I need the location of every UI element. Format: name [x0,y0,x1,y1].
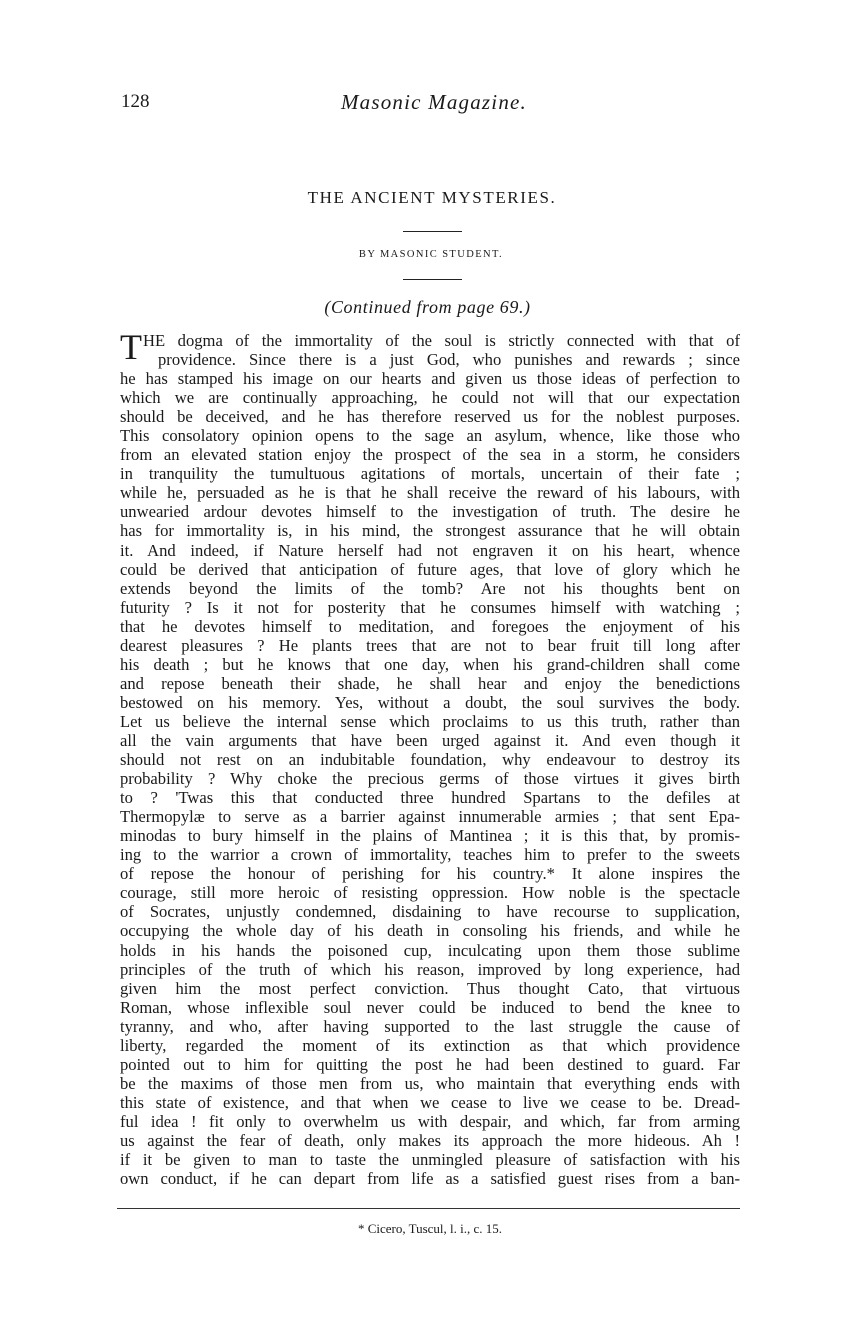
body-line: courage, still more heroic of resisting oppression. How noble is the spectacle [120,883,740,903]
body-line: pointed out to him for quitting the post he had been destined to guard. Far [120,1054,740,1074]
body-line: while he, persuaded as he is that he shall receive the reward of his labours, with [120,483,741,503]
body-line: holds in his hands the poisoned cup, inculcating upon them those sublime [120,940,740,960]
body-line: of repose the honour of perishing for his country.* It alone inspires the [120,864,740,884]
body-line: tyranny, and who, after having supported to the last struggle the cause of [120,1016,740,1036]
body-line: to ? 'Twas this that conducted three hundred Spartans to the defiles at [120,788,740,808]
body-line: could be derived that anticipation of future ages, that love of glory which he [120,559,740,579]
body-line: minodas to bury himself in the plains of Mantinea ; it is this that, by promis- [120,826,740,846]
body-line: in tranquility the tumultuous agitations of mortals, uncertain of their fate ; [120,464,741,484]
body-line: dearest pleasures ? He plants trees that are not to bear fruit till long after [120,635,740,655]
article-title: THE ANCIENT MYSTERIES. [307,188,557,207]
body-line: This consolatory opinion opens to the sage an asylum, whence, like those who [120,426,741,446]
body-line: extends beyond the limits of the tomb? Are not his thoughts bent on [120,578,740,598]
body-line: has for immortality is, in his mind, the strongest assurance that he will obtain [120,521,741,541]
footnote-rule [117,1208,740,1209]
body-line: be the maxims of those men from us, who maintain that everything ends with [120,1073,740,1093]
body-line: if it be given to man to taste the unmingled pleasure of satisfaction with his [120,1150,740,1170]
body-line: HE dogma of the immortality of the soul is strictly connected with that of [143,331,740,350]
body-line: should be deceived, and he has therefore reserved us for the noblest purposes. [120,407,740,427]
drop-cap: T [120,327,142,367]
body-line: unwearied ardour devotes himself to the investigation of truth. The desire he [120,502,740,522]
body-line: this state of existence, and that when we cease to live we cease to be. Dread- [120,1092,740,1112]
page-number: 128 [121,91,150,112]
byline: BY MASONIC STUDENT. [358,249,504,260]
body-line: probability ? Why choke the precious germs of those virtues it gives birth [120,769,740,789]
body-line: providence. Since there is a just God, who punishes and rewards ; since [158,350,740,370]
body-line: futurity ? Is it not for posterity that he consumes himself with watching ; [120,597,740,617]
continued-note: (Continued from page 69.) [324,297,531,317]
body-line: it. And indeed, if Nature herself had not engraven it on his heart, whence [120,540,740,560]
body-line: occupying the whole day of his death in consoling his friends, and while he [120,921,740,941]
body-line: own conduct, if he can depart from life as a satisfied guest rises from a ban- [120,1169,741,1189]
body-line: principles of the truth of which his reason, improved by long experience, had [120,959,740,979]
body-line: of Socrates, unjustly condemned, disdaining to have recourse to supplication, [120,902,741,922]
body-line: should not rest on an indubitable foundation, why endeavour to destroy its [120,750,740,770]
running-head: Masonic Magazine. [340,90,528,114]
footnote: * Cicero, Tuscul, l. i., c. 15. [357,1221,503,1236]
body-line: Let us believe the internal sense which proclaims to us this truth, rather than [120,711,740,731]
article-body [120,327,741,1189]
body-line: from an elevated station enjoy the prospect of the sea in a storm, he considers [120,445,740,465]
body-line: ful idea ! fit only to overwhelm us with despair, and which, far from arming [120,1111,740,1131]
title-divider [403,231,462,232]
body-line: us against the fear of death, only makes its approach the more hideous. Ah ! [120,1130,740,1150]
body-line: ing to the warrior a crown of immortality, teaches him to prefer to the sweets [120,845,740,865]
body-line: that he devotes himself to meditation, and foregoes the enjoyment of his [120,616,740,636]
body-line: and repose beneath their shade, he shall hear and enjoy the benedictions [120,673,741,693]
body-line: liberty, regarded the moment of its extinction as that which providence [120,1035,740,1055]
body-line: Thermopylæ to serve as a barrier against innumerable armies ; that sent Epa- [120,807,741,827]
body-line: his death ; but he knows that one day, when his grand-children shall come [120,654,741,674]
body-line: given him the most perfect conviction. Thus thought Cato, that virtuous [120,978,740,998]
body-line: which we are continually approaching, he could not will that our expectation [120,388,740,408]
body-line: bestowed on his memory. Yes, without a doubt, the soul survives the body. [120,692,740,712]
body-line: all the vain arguments that have been urged against it. And even though it [120,730,740,750]
byline-divider [403,279,462,280]
body-line: he has stamped his image on our hearts and given us those ideas of perfection to [120,369,740,389]
body-line: Roman, whose inflexible soul never could be induced to bend the knee to [120,997,741,1017]
